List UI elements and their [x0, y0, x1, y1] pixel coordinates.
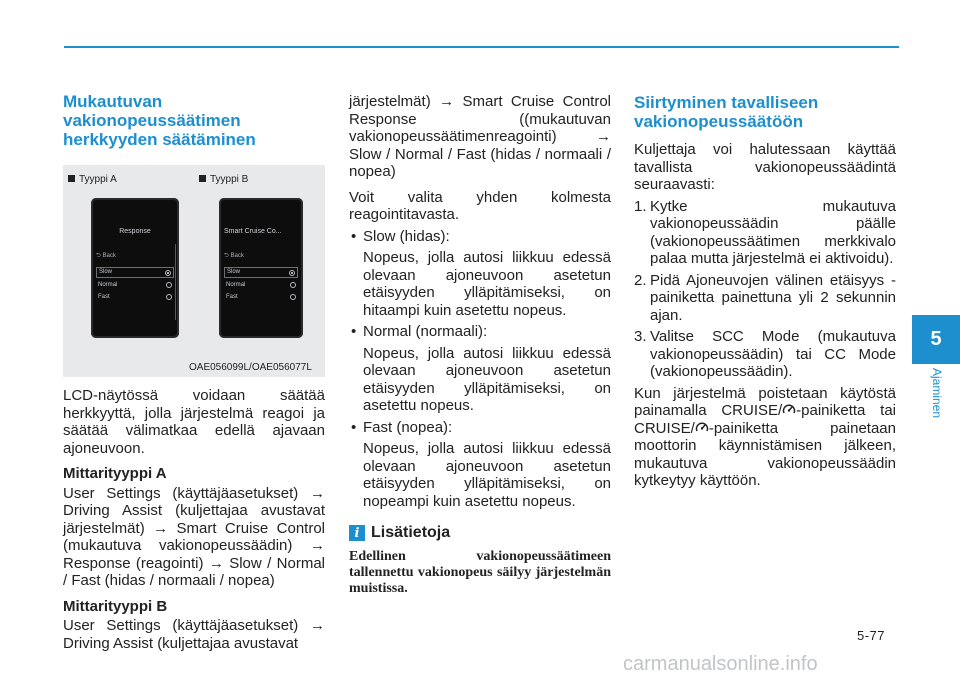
back-item: ⮌ Back	[224, 252, 244, 259]
info-icon: i	[349, 525, 365, 541]
step-3: 3. Valitse SCC Mode (mukautuva vakionopeussäädin) tai CC Mode (vakionopeussäädin).	[634, 328, 896, 380]
subheading-type-b: Mittarityyppi B	[63, 597, 168, 615]
paragraph-outro: Kun järjestelmä poistetaan käytöstä painamalla CRUISE/ -painiketta tai CRUISE/ -painiketta painetaan moottorin käynnistämisen jälkeen, mukautuva vakionopeussäädin kytkeytyy käyttöön.	[634, 384, 896, 489]
column-right	[634, 93, 896, 490]
option-slow: Slow	[224, 267, 298, 278]
radio-selected-icon	[289, 270, 295, 276]
screen-title: Response	[119, 228, 151, 235]
bullet-slow-desc: Nopeus, jolla autosi liikkuu edessä olevaan ajoneuvoon asetetun etäisyyden ylläpitämiseksi, on hitaampi kuin asetettu nopeus.	[363, 249, 611, 319]
radio-icon	[166, 282, 172, 288]
figure-code: OAE056099L/OAE056077L	[189, 361, 312, 373]
radio-icon	[290, 282, 296, 288]
watermark: carmanualsonline.info	[623, 653, 818, 675]
cruise-control-icon	[782, 403, 796, 417]
paragraph-type-a: User Settings (käyttäjäasetukset) → Driving Assist (kuljettajaa avustavat järjestelmät) → Smart Cruise Control (mukautuva vakionopeussäädin) → Response (reagointi) → Slow / Normal / Fast (hidas / normaali / nopea)	[63, 484, 325, 589]
column-middle	[349, 93, 611, 597]
column-left	[63, 92, 325, 652]
option-normal: Normal	[224, 280, 298, 290]
bullet-normal-label: • Normal (normaali):	[349, 323, 611, 341]
screen-title: Smart Cruise Co...	[224, 228, 282, 235]
option-normal: Normal	[96, 280, 174, 290]
radio-icon	[290, 294, 296, 300]
header-rule	[64, 46, 899, 48]
paragraph-choose: Voit valita yhden kolmesta reagointitavasta.	[349, 188, 611, 223]
step-2: 2. Pidä Ajoneuvojen välinen etäisyys -painiketta painettuna yli 2 sekunnin ajan.	[634, 271, 896, 324]
section-heading-sensitivity: Mukautuvan vakionopeussäätimen herkkyyden säätäminen	[63, 92, 256, 149]
info-title: Lisätietoja	[371, 524, 451, 541]
paragraph-intro: LCD-näytössä voidaan säätää herkkyyttä, jolla järjestelmä reagoi ja säätää välimatkaa edellä ajavaan ajoneuvoon.	[63, 387, 325, 457]
option-fast: Fast	[224, 292, 298, 302]
option-fast: Fast	[96, 292, 174, 302]
scrollbar	[175, 244, 176, 320]
cruise-control-icon	[695, 421, 709, 435]
paragraph-type-b: User Settings (käyttäjäasetukset) → Driving Assist (kuljettajaa avustavat	[63, 617, 325, 652]
option-slow: Slow	[96, 267, 174, 278]
lcd-screen-type-a	[91, 198, 179, 338]
step-1: 1. Kytke mukautuva vakionopeussäädin päälle (vakionopeussäätimen merkkivalo palaa mutta järjestelmä ei aktivoidu).	[634, 197, 896, 267]
paragraph-intro: Kuljettaja voi halutessaan käyttää tavallista vakionopeussäädintä seuraavasti:	[634, 141, 896, 193]
bullet-fast-label: • Fast (nopea):	[349, 419, 611, 437]
figure-label-type-a: Tyyppi A	[68, 171, 117, 189]
subheading-type-a: Mittarityyppi A	[63, 465, 167, 482]
bullet-fast-desc: Nopeus, jolla autosi liikkuu edessä olevaan ajoneuvoon asetetun etäisyyden ylläpitämiseksi, on nopeampi kuin asetettu nopeus.	[363, 440, 611, 510]
bullet-slow-label: • Slow (hidas):	[349, 228, 611, 246]
bullet-normal-desc: Nopeus, jolla autosi liikkuu edessä olevaan ajoneuvoon asetetun etäisyyden ylläpitämiseksi, on asetettu nopeus.	[363, 344, 611, 414]
figure-lcd-screens	[63, 165, 325, 377]
section-heading-normal-cruise: Siirtyminen tavalliseen vakionopeussäätöön	[634, 93, 819, 131]
paragraph-menu-path: järjestelmät) → Smart Cruise Control Response ((mukautuvan vakionopeussäätimenreagointi) → Slow / Normal / Fast (hidas / normaali / nopea)	[349, 93, 611, 180]
figure-label-type-b: Tyyppi B	[199, 171, 248, 189]
radio-icon	[166, 294, 172, 300]
page-number: 5-77	[857, 628, 886, 643]
lcd-screen-type-b	[219, 198, 303, 338]
radio-selected-icon	[165, 270, 171, 276]
info-text: Edellinen vakionopeussäätimeen tallennettu vakionopeus säilyy järjestelmän muistissa.	[349, 548, 611, 596]
back-item: ⮌ Back	[96, 252, 116, 259]
chapter-label: Ajaminen	[930, 368, 944, 419]
chapter-tab: 5	[912, 315, 960, 364]
info-box-header	[349, 524, 611, 542]
